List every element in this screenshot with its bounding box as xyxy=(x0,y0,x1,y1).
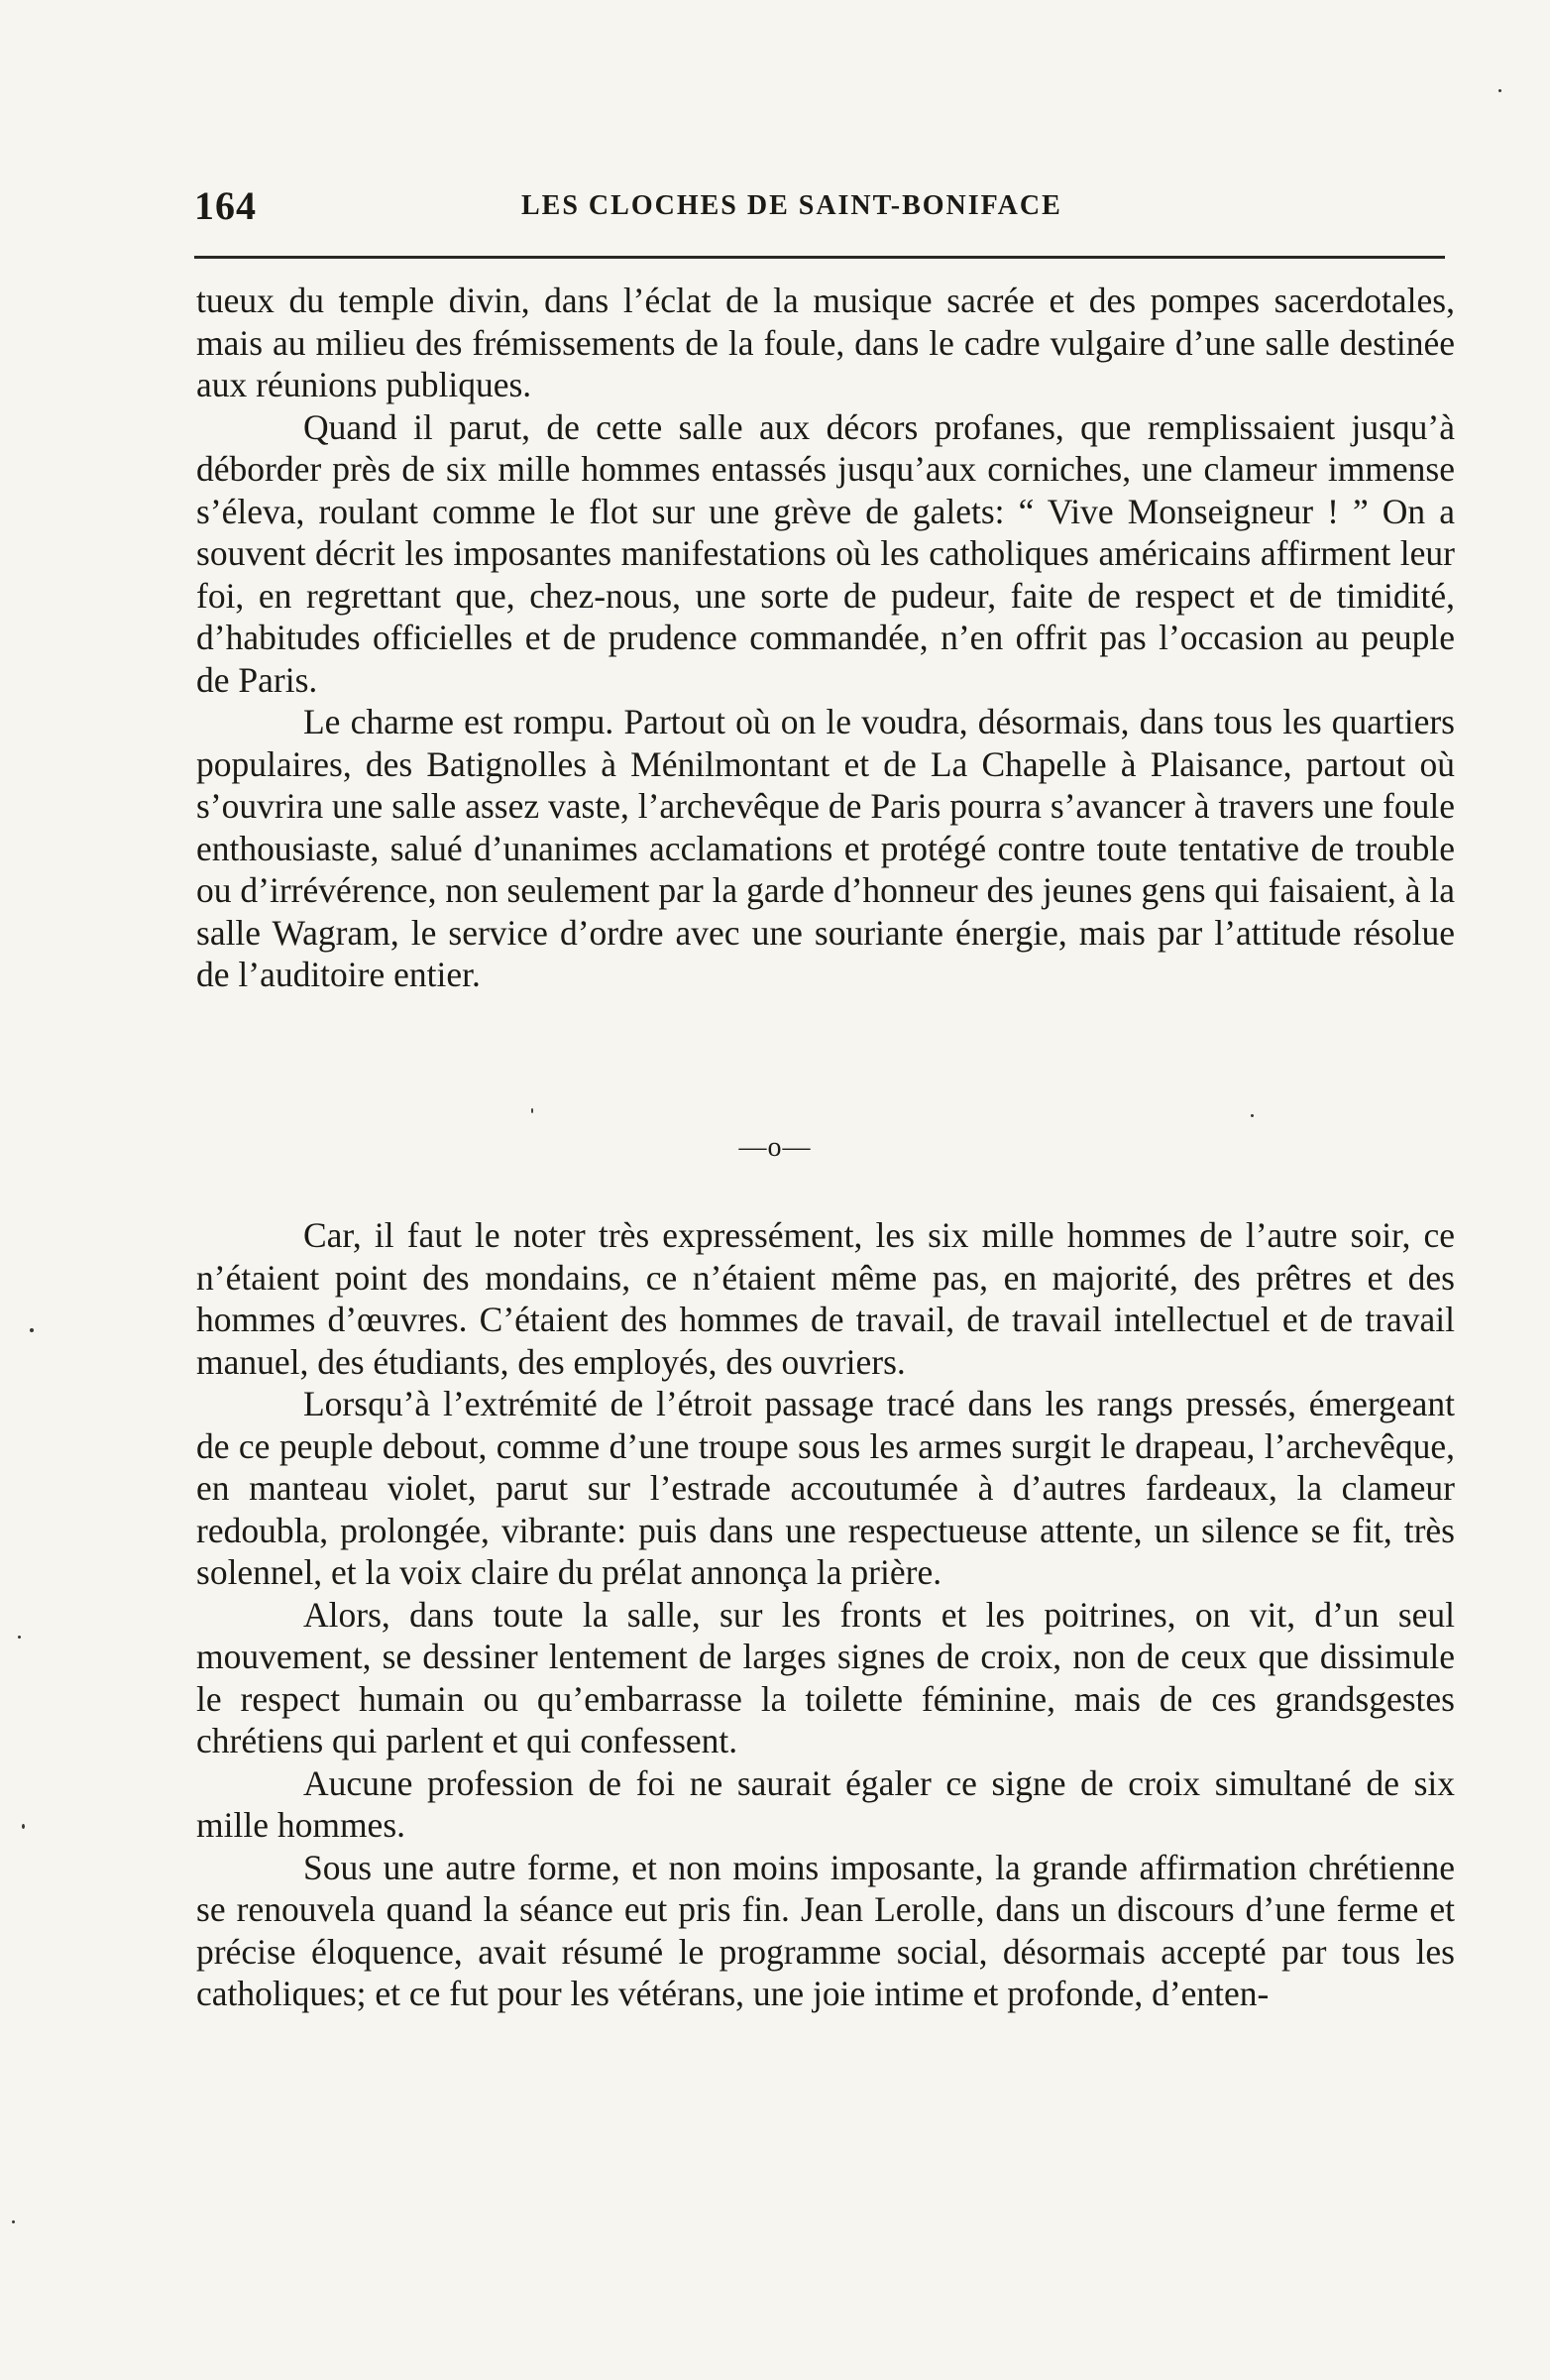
scan-speck xyxy=(1251,1114,1254,1117)
running-title: LES CLOCHES DE SAINT-BONIFACE xyxy=(521,190,1062,221)
scan-speck xyxy=(531,1108,533,1113)
paragraph: Alors, dans toute la salle, sur les fronts et les poitrines, on vit, d’un seul mouvement, se dessiner lentement de larges signes de croix, non de ceux que dissimule le respect humain ou qu’embarrasse la toilette féminine, mais de ces grandsgestes chrétiens qui parlent et qui confessent. xyxy=(196,1594,1455,1760)
text-block-bottom xyxy=(196,1214,1455,2015)
section-separator: —o— xyxy=(738,1132,812,1163)
page-header xyxy=(194,178,1443,238)
paragraph: Car, il faut le noter très expressément, les six mille hommes de l’autre soir, ce n’étaient point des mondains, ce n’étaient même pas, en majorité, des prêtres et des hommes d’œuvres. C’étaient des hommes de travail, de travail intellectuel et de travail manuel, des étudiants, des employés, des ouvriers. xyxy=(196,1215,1455,1382)
paragraph: Aucune profession de foi ne saurait égaler ce signe de croix simultané de six mille hommes. xyxy=(196,1762,1455,1845)
paragraph: tueux du temple divin, dans l’éclat de la musique sacrée et des pompes sacerdotales, mais au milieu des frémissements de la foule, dans le cadre vulgaire d’une salle destinée aux réunions publiques. xyxy=(196,281,1455,404)
text-block-top xyxy=(196,280,1455,996)
scan-speck xyxy=(22,1824,25,1829)
scan-speck xyxy=(30,1328,34,1332)
scan-speck xyxy=(1498,89,1501,92)
page-number: 164 xyxy=(194,183,257,228)
header-rule xyxy=(194,256,1445,259)
scan-speck xyxy=(12,2220,15,2223)
paragraph: Quand il parut, de cette salle aux décors profanes, que remplissaient jusqu’à déborder près de six mille hommes entassés jusqu’aux corniches, une clameur immense s’éleva, roulant comme le flot sur une grève de galets: “ Vive Monseigneur ! ” On a souvent décrit les imposantes manifestations où les catholiques américains affirment leur foi, en regrettant que, chez-nous, une sorte de pudeur, faite de respect et de timidité, d’habitudes officielles et de prudence commandée, n’en offrit pas l’occasion au peuple de Paris. xyxy=(196,406,1455,700)
scan-speck xyxy=(18,1636,21,1639)
paragraph: Lorsqu’à l’extrémité de l’étroit passage tracé dans les rangs pressés, émergeant de ce peuple debout, comme d’une troupe sous les armes surgit le drapeau, l’archevêque, en manteau violet, parut sur l’estrade accoutumée à d’autres fardeaux, la clameur redoubla, prolongée, vibrante: puis dans une respectueuse attente, un silence se fit, très solennel, et la voix claire du prélat annonça la prière. xyxy=(196,1384,1455,1592)
paragraph: Sous une autre forme, et non moins imposante, la grande affirmation chrétienne se renouvela quand la séance eut pris fin. Jean Lerolle, dans un discours d’une ferme et précise éloquence, avait résumé le programme social, désormais accepté par tous les catholiques; et ce fut pour les vétérans, une joie intime et profonde, d’enten- xyxy=(196,1847,1455,2013)
paragraph: Le charme est rompu. Partout où on le voudra, désormais, dans tous les quartiers populaires, des Batignolles à Ménilmontant et de La Chapelle à Plaisance, partout où s’ouvrira une salle assez vaste, l’archevêque de Paris pourra s’avancer à travers une foule enthousiaste, salué d’unanimes acclamations et protégé contre toute tentative de trouble ou d’irrévérence, non seulement par la garde d’honneur des jeunes gens qui faisaient, à la salle Wagram, le service d’ordre avec une souriante énergie, mais par l’attitude résolue de l’auditoire entier. xyxy=(196,702,1455,994)
